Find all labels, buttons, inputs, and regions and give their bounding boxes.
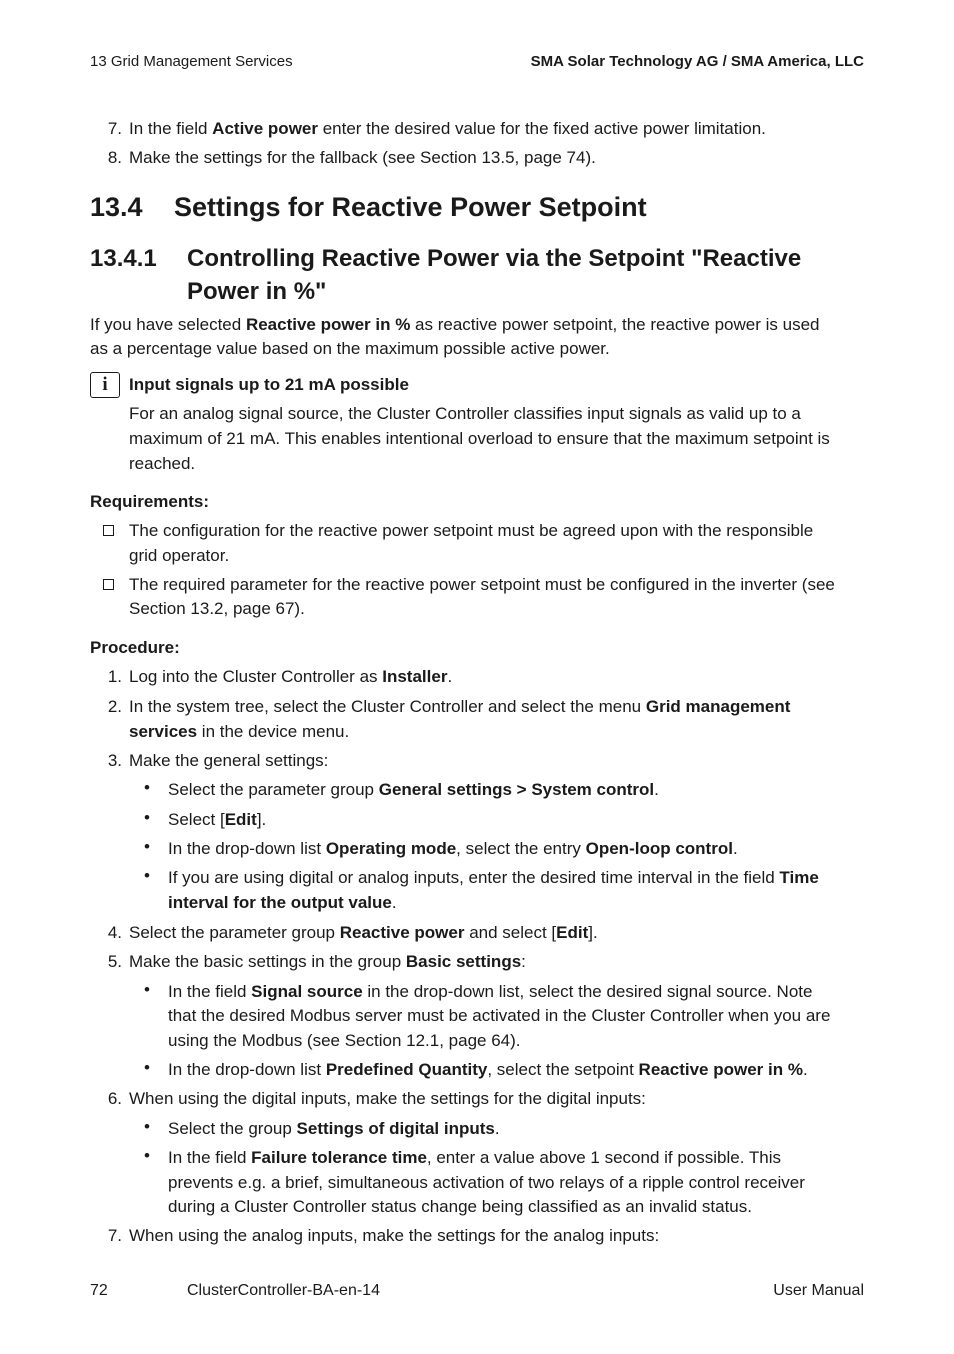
bullet-icon: • bbox=[144, 778, 150, 797]
info-line: For an analog signal source, the Cluster Controller classifies input signals as valid up to a bbox=[129, 404, 801, 423]
subsection-title-line2: Power in %" bbox=[187, 278, 327, 305]
bullet-icon: • bbox=[144, 866, 150, 885]
step-text-cont: services in the device menu. bbox=[129, 722, 350, 741]
info-title: Input signals up to 21 mA possible bbox=[129, 375, 409, 394]
info-icon: i bbox=[90, 372, 120, 398]
procedure-heading: Procedure: bbox=[90, 638, 180, 657]
document-page bbox=[90, 0, 864, 1354]
step-number: 3. bbox=[107, 751, 122, 770]
step-number: 2. bbox=[107, 697, 122, 716]
subsection-number: 13.4.1 bbox=[90, 245, 157, 272]
step-text: In the field Active power enter the desired value for the fixed active power limitation. bbox=[129, 119, 766, 138]
checkbox-icon bbox=[103, 525, 114, 536]
info-line: reached. bbox=[129, 454, 196, 473]
step-number: 4. bbox=[107, 923, 122, 942]
bullet-icon: • bbox=[144, 1146, 150, 1165]
bullet-icon: • bbox=[144, 808, 150, 827]
step-text: When using the digital inputs, make the settings for the digital inputs: bbox=[129, 1089, 646, 1108]
header-company: SMA Solar Technology AG / SMA America, LLC bbox=[530, 53, 864, 70]
bullet-text-cont: using the Modbus (see Section 12.1, page 64). bbox=[168, 1031, 521, 1050]
bullet-text: Select the parameter group General settings > System control. bbox=[168, 780, 659, 799]
bullet-text: In the field Signal source in the drop-down list, select the desired signal source. Note bbox=[168, 982, 813, 1001]
checkbox-icon bbox=[103, 579, 114, 590]
requirement-line1: The required parameter for the reactive power setpoint must be configured in the inverter (see bbox=[129, 575, 835, 594]
bullet-icon: • bbox=[144, 1058, 150, 1077]
header-chapter: 13 Grid Management Services bbox=[90, 53, 293, 70]
step-number: 1. bbox=[107, 667, 122, 686]
bullet-text-cont: that the desired Modbus server must be activated in the Cluster Controller when you are bbox=[168, 1006, 831, 1025]
requirement-line2: Section 13.2, page 67). bbox=[129, 599, 305, 618]
bullet-icon: • bbox=[144, 837, 150, 856]
step-text: Make the general settings: bbox=[129, 751, 329, 770]
step-text: Select the parameter group Reactive power and select [Edit]. bbox=[129, 923, 598, 942]
section-title: Settings for Reactive Power Setpoint bbox=[174, 192, 647, 222]
bullet-text: Select [Edit]. bbox=[168, 810, 267, 829]
bullet-text: If you are using digital or analog inputs, enter the desired time interval in the field Time bbox=[168, 868, 819, 887]
step-number: 5. bbox=[107, 952, 122, 971]
step-text: In the system tree, select the Cluster Controller and select the menu Grid management bbox=[129, 697, 791, 716]
bullet-text: Select the group Settings of digital inputs. bbox=[168, 1119, 500, 1138]
intro-paragraph-line2: as a percentage value based on the maximum possible active power. bbox=[90, 339, 610, 358]
info-line: maximum of 21 mA. This enables intentional overload to ensure that the maximum setpoint is bbox=[129, 429, 830, 448]
footer-doc-id: ClusterController-BA-en-14 bbox=[187, 1282, 380, 1299]
subsection-title-line1: Controlling Reactive Power via the Setpoint "Reactive bbox=[187, 245, 802, 272]
step-number: 7. bbox=[107, 119, 122, 138]
bullet-text-cont: interval for the output value. bbox=[168, 893, 397, 912]
bullet-text: In the drop-down list Operating mode, select the entry Open-loop control. bbox=[168, 839, 738, 858]
intro-paragraph-line1: If you have selected Reactive power in % as reactive power setpoint, the reactive power is used bbox=[90, 315, 820, 334]
step-number: 6. bbox=[107, 1089, 122, 1108]
bullet-icon: • bbox=[144, 1117, 150, 1136]
step-number: 7. bbox=[107, 1226, 122, 1245]
footer-doc-type: User Manual bbox=[773, 1282, 864, 1299]
step-text: Make the basic settings in the group Basic settings: bbox=[129, 952, 526, 971]
step-text: When using the analog inputs, make the settings for the analog inputs: bbox=[129, 1226, 660, 1245]
requirements-heading: Requirements: bbox=[90, 492, 210, 511]
step-number: 8. bbox=[107, 148, 122, 167]
bullet-text-cont: during a Cluster Controller status change being classified as an invalid status. bbox=[168, 1197, 752, 1216]
requirement-line2: grid operator. bbox=[129, 546, 230, 565]
bullet-text: In the drop-down list Predefined Quantity, select the setpoint Reactive power in %. bbox=[168, 1060, 808, 1079]
bullet-text: In the field Failure tolerance time, enter a value above 1 second if possible. This bbox=[168, 1148, 781, 1167]
footer-page-number: 72 bbox=[90, 1282, 108, 1299]
step-text: Make the settings for the fallback (see Section 13.5, page 74). bbox=[129, 148, 596, 167]
requirement-line1: The configuration for the reactive power setpoint must be agreed upon with the responsible bbox=[129, 521, 814, 540]
section-number: 13.4 bbox=[90, 192, 143, 222]
bullet-text-cont: prevents e.g. a brief, simultaneous activation of two relays of a ripple control receiver bbox=[168, 1173, 805, 1192]
step-text: Log into the Cluster Controller as Installer. bbox=[129, 667, 453, 686]
bullet-icon: • bbox=[144, 980, 150, 999]
